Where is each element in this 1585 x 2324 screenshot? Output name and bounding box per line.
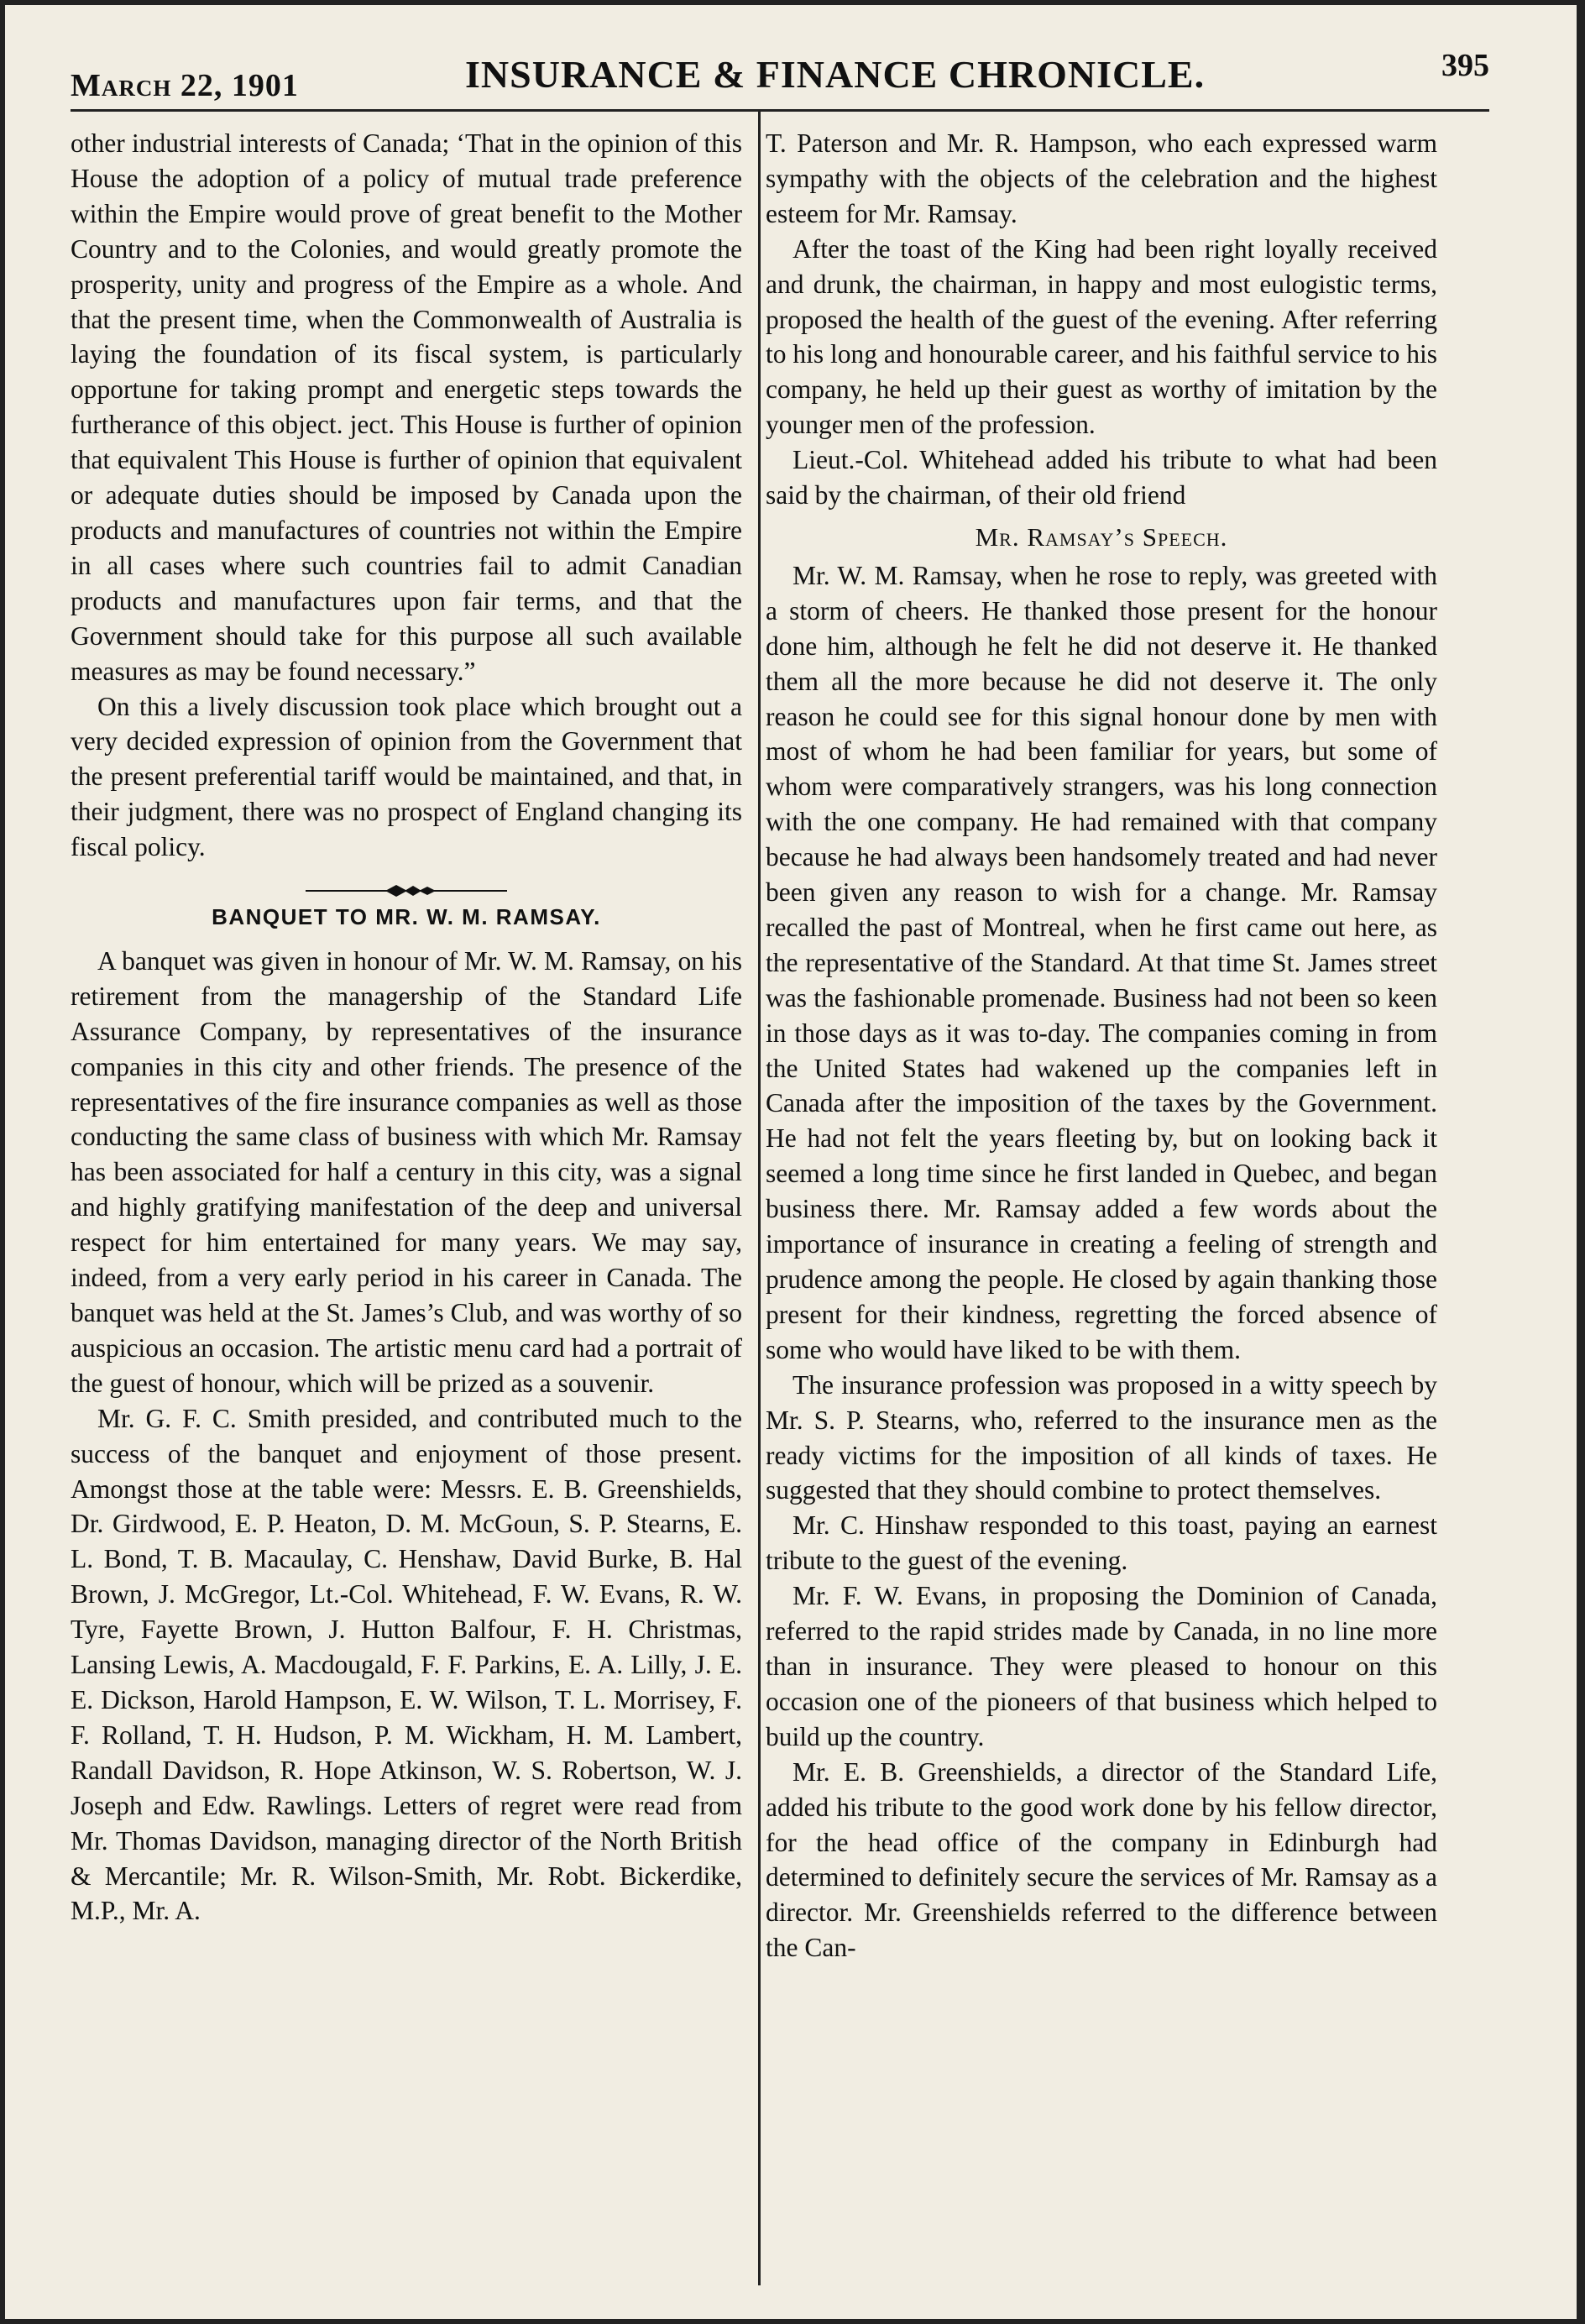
right-column xyxy=(766,126,1437,1965)
article-paragraph: T. Paterson and Mr. R. Hampson, who each expressed warm sympathy with the objects of the celebration and the highest esteem for Mr. Ramsay. xyxy=(766,128,1437,228)
section-heading: Mr. Ramsay’s Speech. xyxy=(975,521,1228,552)
issue-date: March 22, 1901 xyxy=(71,68,299,103)
article-paragraph: Mr. F. W. Evans, in proposing the Dominion of Canada, referred to the rapid strides made by Canada, in no line more than in insurance. They were pleased to honour on this occasion one of the pioneers of that business which helped to build up the country. xyxy=(766,1581,1437,1751)
publication-title: INSURANCE & FINANCE CHRONICLE. xyxy=(465,53,1206,96)
page-header xyxy=(71,42,1489,101)
article-paragraph: Mr. W. M. Ramsay, when he rose to reply, was greeted with a storm of cheers. He thanked those present for the honour done him, although he felt he did not deserve it. He thanked them all the more because he did not deserve it. The only reason he could see for this signal honour done by men with most of whom he had been familiar for years, but some of whom were comparatively strangers, was his long connection with the one company. He had remained with that company because he had always been handsomely treated and had never been given any reason to wish for a change. Mr. Ramsay recalled the past of Montreal, when he first came out here, as the representative of the Standard. At that time St. James street was the fashionable promenade. Business had not been so keen in those days as it was to-day. The companies coming in from the United States had wakened up the companies left in Canada after the imposition of the taxes by the Government. He had not felt the years fleeting by, but on looking back it seemed a long time since he first landed in Quebec, and began business there. Mr. Ramsay added a few words about the importance of insurance in creating a feeling of strength and prudence among the people. He closed by again thanking those present for their kindness, regretting the forced absence of some who would have liked to be with them. xyxy=(766,560,1437,1364)
article-paragraph: Mr. G. F. C. Smith presided, and contributed much to the success of the banquet and enjoyment of those present. Amongst those at the table were: Messrs. E. B. Greenshields, Dr. Girdwood, E. P. Heaton, D. M. McGoun, S. P. Stearns, E. L. Bond, T. B. Macaulay, C. Henshaw, David Burke, B. Hal Brown, J. McGregor, Lt.-Col. Whitehead, F. W. Evans, R. W. Tyre, Fayette Brown, J. Hutton Balfour, F. H. Christmas, Lansing Lewis, A. Macdougald, F. F. Parkins, E. A. Lilly, J. E. E. Dickson, Harold Hampson, E. W. Wilson, T. L. Morrisey, F. F. Rolland, T. H. Hudson, P. M. Wickham, H. M. Lambert, Randall Davidson, R. Hope Atkinson, W. S. Robertson, W. J. Joseph and Edw. Rawlings. Letters of regret were read from Mr. Thomas Davidson, managing director of the North British & Mercantile; Mr. R. Wilson-Smith, Mr. Robt. Bickerdike, M.P., Mr. A. xyxy=(71,1403,742,1926)
left-column xyxy=(71,126,742,1929)
header-rule xyxy=(71,109,1489,112)
page-number: 395 xyxy=(1441,48,1489,83)
article-paragraph: Mr. E. B. Greenshields, a director of the Standard Life, added his tribute to the good work done by his fellow director, for the head office of the company in Edinburgh had determined to definitely secure the services of Mr. Ramsay as a director. Mr. Greenshields referred to the difference between the Can- xyxy=(766,1756,1437,1963)
article-paragraph: The insurance profession was proposed in a witty speech by Mr. S. P. Stearns, who, referred to the insurance men as the ready victims for the imposition of all kinds of taxes. He suggested that they should combine to protect themselves. xyxy=(766,1369,1437,1505)
article-paragraph: Lieut.-Col. Whitehead added his tribute to what had been said by the chairman, of their old friend xyxy=(766,445,1437,510)
article-paragraph: Mr. C. Hinshaw responded to this toast, paying an earnest tribute to the guest of the evening. xyxy=(766,1510,1437,1576)
article-paragraph: After the toast of the King had been right loyally received and drunk, the chairman, in happy and most eulogistic terms, proposed the health of the guest of the evening. After referring to his long and honourable career, and his faithful service to his company, he held up their guest as worthy of imitation by the younger men of the profession. xyxy=(766,233,1438,440)
article-paragraph: A banquet was given in honour of Mr. W. M. Ramsay, on his retirement from the managership of the Standard Life Assurance Company, by representatives of the insurance companies in this city and other friends. The presence of the representatives of the fire insurance companies as well as those conducting the same class of business with which Mr. Ramsay has been associated for half a century in this city, was a signal and highly gratifying manifestation of the deep and universal respect for him entertained for many years. We may say, indeed, from a very early period in his career in Canada. The banquet was held at the St. James’s Club, and was worthy of so auspicious an occasion. The artistic menu card had a portrait of the guest of honour, which will be prized as a souvenir. xyxy=(71,945,742,1398)
section-heading: BANQUET TO MR. W. M. RAMSAY. xyxy=(212,904,601,930)
article-paragraph: other industrial interests of Canada; ‘That in the opinion of this House the adoption of a policy of mutual trade preference within the Empire would prove of great benefit to the Mother Country and to the Colonies, and would greatly promote the prosperity, unity and progress of the Empire as a whole. And that the present time, when the Commonwealth of Australia is laying the foundation of its fiscal system, is particularly opportune for taking prompt and energetic steps towards the furtherance of this object. ject. This House is further of opinion that equivalent This House is further of opinion that equivalent or adequate duties should be imposed by Canada upon the products and manufactures of countries not within the Empire in all cases where such countries fail to admit Canadian products and manufactures upon fair terms, and that the Government should take for this purpose all such available measures as may be found necessary.” xyxy=(71,128,742,686)
ornament-divider-icon xyxy=(71,873,742,893)
article-paragraph: On this a lively discussion took place which brought out a very decided expression of opinion from the Government that the present preferential tariff would be maintained, and that, in their judgment, there was no prospect of England changing its fiscal policy. xyxy=(71,691,742,862)
column-divider xyxy=(758,111,761,2285)
